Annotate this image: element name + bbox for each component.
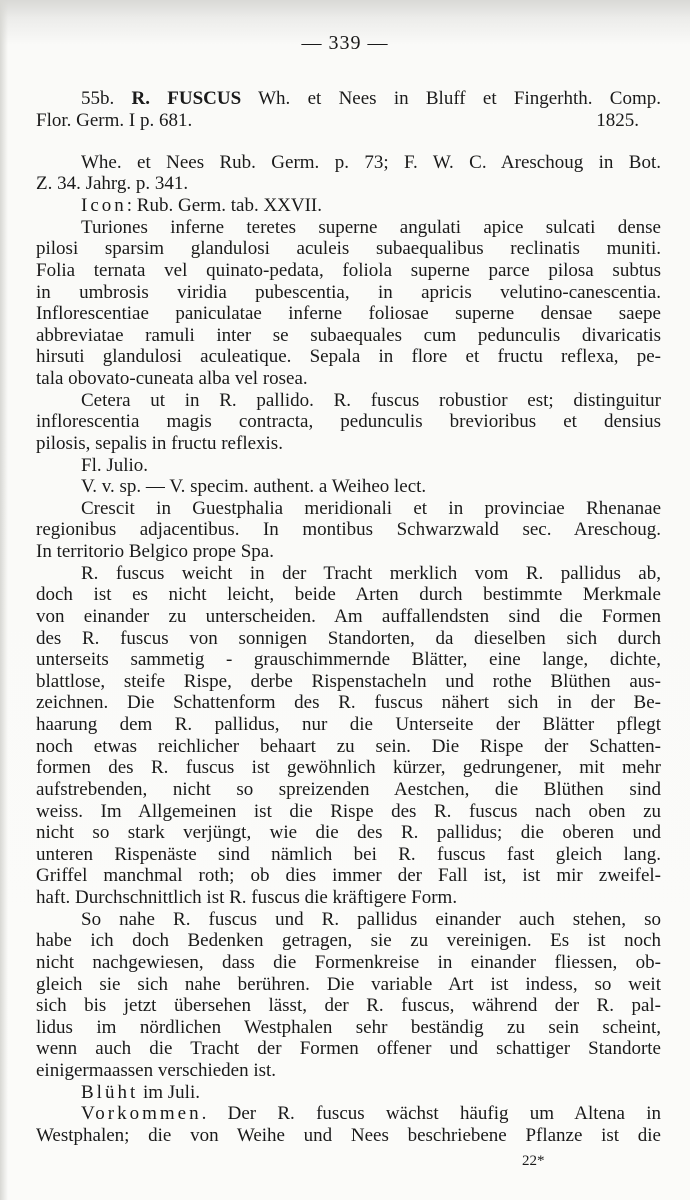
text-line bbox=[36, 606, 661, 628]
text-line bbox=[36, 433, 661, 455]
species-name: R. FUSCUS bbox=[131, 88, 242, 109]
line-text: pilosis, sepalis in fructu reflexis. bbox=[36, 432, 283, 454]
text-line bbox=[36, 1103, 661, 1125]
text-line bbox=[36, 974, 661, 996]
text-line bbox=[36, 390, 661, 412]
text-line bbox=[36, 1082, 661, 1104]
text-line bbox=[36, 822, 661, 844]
line-text: Flor. Germ. I p. 681. bbox=[36, 109, 193, 131]
signature-mark: 22* bbox=[522, 1153, 545, 1169]
line-text: So nahe R. fuscus und R. pallidus einander auch stehen, so bbox=[81, 908, 661, 930]
line-text: Z. 34. Jahrg. p. 341. bbox=[36, 173, 189, 195]
line-text: doch ist es nicht leicht, beide Arten durch bestimmte Merkmale bbox=[36, 584, 661, 606]
entry-year: 1825. bbox=[596, 109, 639, 131]
line-text: aufstrebenden, nicht so spreizenden Aestchen, die Blüthen sind bbox=[36, 778, 661, 800]
line-text: sich bis jetzt übersehen lässt, der R. fuscus, während der R. pal- bbox=[36, 995, 661, 1017]
text-line bbox=[36, 1060, 661, 1082]
text-line bbox=[36, 110, 661, 132]
line-text: Fl. Julio. bbox=[81, 454, 149, 476]
text-line bbox=[36, 736, 661, 758]
text-line bbox=[36, 152, 661, 174]
page-body-text bbox=[36, 88, 661, 1147]
line-text: blattlose, steife Rispe, derbe Rispenstacheln und rothe Blüthen aus- bbox=[36, 670, 661, 692]
line-text: lidus im nördlichen Westphalen sehr beständig zu sein scheint, bbox=[36, 1016, 661, 1038]
line-text: im Juli. bbox=[138, 1081, 200, 1103]
line-text: formen des R. fuscus ist gewöhnlich kürzer, gedrungener, mit mehr bbox=[36, 757, 661, 779]
text-line bbox=[36, 801, 661, 823]
line-text: von einander zu unterscheiden. Am auffallendsten sind die Formen bbox=[36, 605, 661, 627]
text-line bbox=[36, 541, 661, 563]
line-text: Inflorescentiae paniculatae inferne foliosae superne densae saepe bbox=[36, 303, 661, 325]
line-text: abbreviatae ramuli inter se subaequales cum pedunculis divaricatis bbox=[36, 324, 661, 346]
line-text: wenn auch die Tracht der Formen offener und schattiger Standorte bbox=[36, 1038, 661, 1060]
line-text: weiss. Im Allgemeinen ist die Rispe des R. fuscus nach oben zu bbox=[36, 800, 661, 822]
line-text: unteren Rispenäste sind nämlich bei R. fuscus fast gleich lang. bbox=[36, 843, 661, 865]
text-line bbox=[36, 1125, 661, 1147]
line-text: Griffel manchmal roth; ob dies immer der Fall ist, ist mir zweifel- bbox=[36, 865, 661, 887]
text-line bbox=[36, 411, 661, 433]
text-line bbox=[36, 455, 661, 477]
line-text: haft. Durchschnittlich ist R. fuscus die kräftigere Form. bbox=[36, 887, 458, 908]
text-line bbox=[36, 217, 661, 239]
line-text: regionibus adjacentibus. In montibus Schwarzwald sec. Areschoug. bbox=[36, 519, 661, 541]
line-text: Westphalen; die von Weihe und Nees beschriebene Pflanze ist die bbox=[36, 1124, 661, 1146]
line-text: tala obovato-cuneata alba vel rosea. bbox=[36, 368, 308, 389]
line-text: habe ich doch Bedenken getragen, sie zu vereinigen. Es ist noch bbox=[36, 930, 661, 952]
text-line bbox=[36, 930, 661, 952]
line-text: haarung dem R. pallidus, nur die Unterseite der Blätter pflegt bbox=[36, 714, 661, 735]
text-line bbox=[36, 173, 661, 195]
line-text: In territorio Belgico prope Spa. bbox=[36, 541, 274, 562]
text-line bbox=[36, 952, 661, 974]
line-text: Whe. et Nees Rub. Germ. p. 73; F. W. C. Areschoug in Bot. bbox=[81, 151, 661, 173]
text-line bbox=[36, 325, 661, 347]
line-text: nicht so stark verjüngt, wie die des R. pallidus; die oberen und bbox=[36, 822, 661, 844]
line-text: noch etwas reichlicher behaart zu sein. Die Rispe der Schatten- bbox=[36, 735, 661, 757]
text-line bbox=[36, 195, 661, 217]
text-line bbox=[36, 238, 661, 260]
text-line bbox=[36, 282, 661, 304]
text-line bbox=[36, 260, 661, 282]
line-text: zeichnen. Die Schattenform des R. fuscus nähert sich in der Be- bbox=[36, 692, 661, 714]
line-text: : Rub. Germ. tab. XXVII. bbox=[126, 195, 323, 216]
text-line bbox=[36, 1038, 661, 1060]
text-line bbox=[36, 1017, 661, 1039]
text-line bbox=[36, 563, 661, 585]
text-line bbox=[36, 692, 661, 714]
line-text: in umbrosis viridia pubescentia, in apricis velutino-canescentia. bbox=[36, 281, 661, 303]
text-line bbox=[36, 909, 661, 931]
spaced-heading: Blüht bbox=[81, 1081, 139, 1103]
text-line bbox=[36, 628, 661, 650]
line-text: pilosi sparsim glandulosi aculeis subaequalibus reclinatis muniti. bbox=[36, 238, 661, 260]
line-text: nicht nachgewiesen, dass die Formenkreise in einander fliessen, ob- bbox=[36, 951, 661, 973]
line-text: . Der R. fuscus wächst häufig um Altena in bbox=[201, 1103, 661, 1125]
page-number: — 339 — bbox=[301, 32, 389, 54]
line-text: Cetera ut in R. pallido. R. fuscus robustior est; distinguitur bbox=[81, 389, 661, 411]
text-line bbox=[36, 779, 661, 801]
text-line bbox=[36, 844, 661, 866]
text-line bbox=[36, 714, 661, 736]
line-text: Crescit in Guestphalia meridionali et in provinciae Rhenanae bbox=[81, 497, 661, 519]
text-line bbox=[36, 649, 661, 671]
text-line bbox=[36, 671, 661, 693]
spaced-heading: Vorkommen bbox=[81, 1103, 202, 1125]
line-text: einigermaassen verschieden ist. bbox=[36, 1060, 277, 1081]
line-text: inflorescentia magis contracta, pedunculis brevioribus et densius bbox=[36, 411, 661, 433]
line-text: Turiones inferne teretes superne angulati apice sulcati dense bbox=[81, 216, 661, 238]
line-text: unterseits sammetig - grauschimmernde Blätter, eine lange, dichte, bbox=[36, 649, 661, 671]
text-line bbox=[36, 887, 661, 909]
line-text: V. v. sp. — V. specim. authent. a Weiheo lect. bbox=[81, 476, 427, 498]
text-line bbox=[36, 498, 661, 520]
spaced-heading: Icon bbox=[81, 195, 127, 216]
line-text: R. fuscus weicht in der Tracht merklich vom R. pallidus ab, bbox=[81, 562, 661, 584]
text-line bbox=[36, 584, 661, 606]
page-edge-shadow bbox=[0, 0, 8, 1200]
text-line bbox=[36, 303, 661, 325]
line-text: des R. fuscus von sonnigen Standorten, da dieselben sich durch bbox=[36, 627, 661, 649]
text-line bbox=[36, 995, 661, 1017]
line-text: hirsuti glandulosi aculeatique. Sepala in flore et fructu reflexa, pe- bbox=[36, 346, 661, 368]
text-line bbox=[36, 368, 661, 390]
text-line bbox=[36, 476, 661, 498]
line-text: Wh. et Nees in Bluff et Fingerhth. Comp. bbox=[241, 88, 662, 109]
line-text: gleich sie sich nahe berühren. Die variable Art ist indess, so weit bbox=[36, 973, 661, 995]
text-line bbox=[36, 757, 661, 779]
entry-number: 55b. bbox=[81, 88, 132, 109]
text-line bbox=[36, 346, 661, 368]
text-line bbox=[36, 519, 661, 541]
text-line bbox=[36, 865, 661, 887]
line-text: Folia ternata vel quinato-pedata, foliola superne parce pilosa subtus bbox=[36, 259, 661, 281]
text-line bbox=[36, 88, 661, 110]
